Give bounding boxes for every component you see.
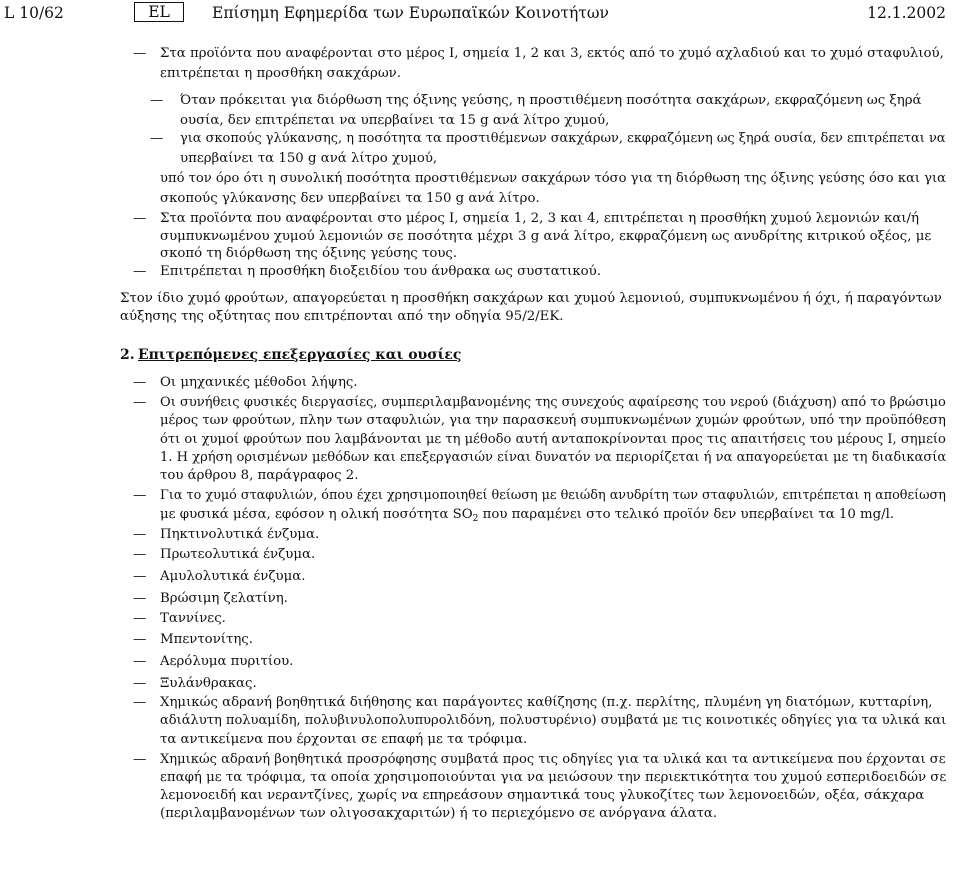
list-item-text: Πηκτινολυτικά ένζυμα.: [160, 527, 320, 542]
list-item-text: σκοπό τη διόρθωση της όξινης γεύσης τους.: [160, 246, 458, 261]
list-item-text: [160, 506, 894, 524]
subscript-2: 2: [472, 514, 479, 524]
list-dash: —: [133, 488, 147, 503]
sub-list-item-text: για σκοπούς γλύκανσης, η ποσότητα τα προστιθέμενων σακχάρων, εκφραζόμενη ως ξηρά ουσία, δεν επιτρέπεται να: [180, 131, 946, 146]
so2-text-rest: που παραμένει στο τελικό προϊόν δεν υπερβαίνει τα 10 mg/l.: [478, 507, 895, 522]
list-item-text: του άρθρου 8, παράγραφος 2.: [160, 468, 359, 483]
list-item-text: Οι συνήθεις φυσικές διεργασίες, συμπεριλαμβανομένης της συνεχούς αφαίρεσης του νερού (διάχυση) από το βρώσιμο: [160, 395, 946, 410]
list-item-text: επαφή με τα τρόφιμα, τα οποία χρησιμοποιούνται για να μειώσουν την περιεκτικότητα του χυμού εσπεριδοειδών σε: [160, 770, 947, 785]
list-item-text: ότι οι χυμοί φρούτων που λαμβάνονται με τη μέθοδο αυτή ανταποκρίνονται προς τις απαιτήσεις του μέρους I, σημείο: [160, 432, 946, 447]
sub-list-dash: —: [150, 93, 164, 108]
list-dash: —: [133, 632, 147, 647]
list-item-text: Στα προϊόντα που αναφέρονται στο μέρος I, σημεία 1, 2, 3 και 4, επιτρέπεται η προσθήκη χυμού λεμονιών και/ή: [160, 211, 919, 226]
list-dash: —: [133, 211, 147, 226]
list-item-text: Βρώσιμη ζελατίνη.: [160, 591, 288, 606]
so2-text: με φυσικά μέσα, εφόσον η ολική ποσότητα SO: [160, 507, 473, 522]
language-box: EL: [134, 2, 184, 22]
issue-date: 12.1.2002: [867, 4, 946, 22]
list-dash: —: [133, 695, 147, 710]
list-item-text: λεμονοειδή και νεραντζίνες, χωρίς να επηρεάσουν σημαντικά τους γλυκοζίτες των λεμονοειδών, οξέα, σάκχαρα: [160, 788, 925, 803]
list-dash: —: [133, 375, 147, 390]
list-dash: —: [133, 591, 147, 606]
paragraph-text: Στον ίδιο χυμό φρούτων, απαγορεύεται η προσθήκη σακχάρων και χυμού λεμονιού, συμπυκνωμένου ή όχι, ή παραγόντων: [120, 291, 942, 306]
sub-list-item-text: υπερβαίνει τα 150 g ανά λίτρο χυμού,: [180, 151, 438, 166]
list-item-text: 1. Η χρήση ορισμένων μεθόδων και επεξεργασιών είναι δυνατόν να περιορίζεται ή να απαγορεύεται με τη διαδικασία: [160, 450, 947, 465]
list-item-text: επιτρέπεται η προσθήκη σακχάρων.: [160, 66, 401, 81]
list-dash: —: [133, 569, 147, 584]
list-item-text: Οι μηχανικές μέθοδοι λήψης.: [160, 375, 358, 390]
list-item-text: Πρωτεολυτικά ένζυμα.: [160, 547, 316, 562]
sub-list-item-text: Όταν πρόκειται για διόρθωση της όξινης γεύσης, η προστιθέμενη ποσότητα σακχάρων, εκφραζόμενη ως ξηρά: [180, 93, 922, 108]
list-dash: —: [133, 611, 147, 626]
list-item-text: Ταννίνες.: [160, 611, 226, 626]
list-item-text: αδιάλυτη πολυαμίδη, πολυβινυλοπολυπυρολιδόνη, πολυστυρένιο) συμβατά με τις κοινοτικές οδηγίες για τα υλικά και: [160, 713, 947, 728]
section-heading: Επιτρεπόμενες επεξεργασίες και ουσίες: [138, 347, 462, 363]
list-item-text: Μπεντονίτης.: [160, 632, 253, 647]
list-item-text: Χημικώς αδρανή βοηθητικά διήθησης και παράγοντες καθίζησης (π.χ. περλίτης, πλυμένη γη διατόμων, κυτταρίνη,: [160, 695, 933, 710]
list-item-text: Αερόλυμα πυριτίου.: [160, 654, 294, 669]
list-item-text: Στα προϊόντα που αναφέρονται στο μέρος I, σημεία 1, 2 και 3, εκτός από το χυμό αχλαδιού και το χυμό σταφυλιού,: [160, 46, 944, 61]
sub-list-item-text: ουσία, δεν επιτρέπεται να υπερβαίνει τα 15 g ανά λίτρο χυμού,: [180, 113, 610, 128]
page-header: [0, 0, 960, 30]
sub-list-dash: —: [150, 131, 164, 146]
list-dash: —: [133, 46, 147, 61]
list-item-text: Επιτρέπεται η προσθήκη διοξειδίου του άνθρακα ως συστατικού.: [160, 264, 601, 279]
paragraph-text: αύξησης της οξύτητας που επιτρέπονται από την οδηγία 95/2/ΕΚ.: [120, 309, 564, 324]
list-dash: —: [133, 527, 147, 542]
list-dash: —: [133, 395, 147, 410]
list-item-text: Για το χυμό σταφυλιών, όπου έχει χρησιμοποιηθεί θείωση με θειώδη ανυδρίτη των σταφυλιών, επιτρέπεται η αποθείωση: [160, 488, 946, 503]
list-dash: —: [133, 752, 147, 767]
list-dash: —: [133, 654, 147, 669]
list-dash: —: [133, 547, 147, 562]
list-item-text: Αμυλολυτικά ένζυμα.: [160, 569, 306, 584]
list-dash: —: [133, 264, 147, 279]
page-number: L 10/62: [4, 4, 64, 22]
list-item-text: μέρος των φρούτων, πλην των σταφυλιών, για την παρασκευή συμπυκνωμένων χυμών φρούτων, υπό την προϋπόθεση: [160, 413, 946, 428]
list-item-text: Ξυλάνθρακας.: [160, 676, 257, 691]
condition-text: υπό τον όρο ότι η συνολική ποσότητα προστιθέμενων σακχάρων τόσο για τη διόρθωση της όξινης γεύσης όσο και για: [160, 171, 946, 186]
list-item-text: Χημικώς αδρανή βοηθητικά προσρόφησης συμβατά προς τις οδηγίες για τα υλικά και τα αντικείμενα που έρχονται σε: [160, 752, 946, 767]
list-dash: —: [133, 676, 147, 691]
journal-title: Επίσημη Εφημερίδα των Ευρωπαϊκών Κοινοτήτων: [212, 4, 609, 22]
list-item-text: (περιλαμβανομένων των ολιγοσακχαριτών) ή το περιεχόμενο σε ανόργανα άλατα.: [160, 806, 718, 821]
list-item-text: συμπυκνωμένου χυμού λεμονιών σε ποσότητα μέχρι 3 g ανά λίτρο, εκφραζόμενη ως ανυδρίτης κιτρικού οξέος, με: [160, 229, 932, 244]
section-number: 2.: [120, 347, 135, 363]
list-item-text: τα αντικείμενα που έρχονται σε επαφή με τα τρόφιμα.: [160, 732, 528, 747]
condition-text: σκοπούς γλύκανσης δεν υπερβαίνει τα 150 g ανά λίτρο.: [160, 191, 540, 206]
